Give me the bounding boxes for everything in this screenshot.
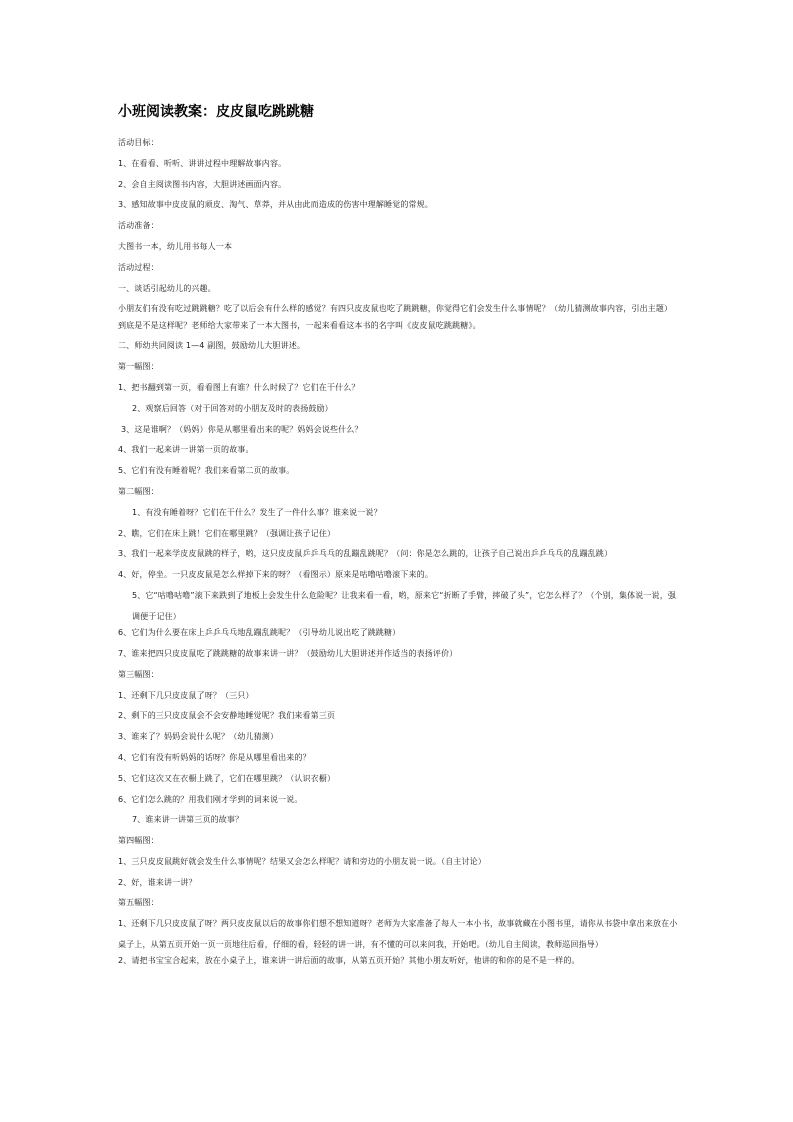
paragraph: 1、三只皮皮鼠跳好就会发生什么事情呢？结果又会怎么样呢？请和旁边的小朋友说一说。（自主讨论） [118,856,486,866]
paragraph: 5、它们有没有睡着呢？我们来看第二页的故事。 [118,466,295,476]
paragraph: 活动目标： [118,138,159,147]
paragraph: 5、它们这次又在衣橱上跳了，它们在哪里跳？（认识衣橱） [118,773,336,783]
paragraph: 4、好，停坐。一只皮皮鼠是怎么样掉下来的呀？（看图示）原来是咕噜咕噜滚下来的。 [118,570,433,580]
page-title: 小班阅读教案：皮皮鼠吃跳跳糖 [118,104,314,120]
paragraph: 第三幅图： [118,669,159,679]
paragraph: 3、我们一起来学皮皮鼠跳的样子，哟，这只皮皮鼠乒乒乓乓的乱蹦乱跳呢？（问：你是怎么跳的，让孩子自己说出乒乒乓乓的乱蹦乱跳） [118,549,613,559]
paragraph: 6、它们为什么要在床上乒乒乓乓地乱蹦乱跳呢？（引导幼儿说出吃了跳跳糖） [118,628,401,638]
paragraph: 1、还剩下几只皮皮鼠了呀？（三只） [118,690,254,700]
paragraph: 1、在看看、听听、讲讲过程中理解故事内容。 [118,158,287,168]
paragraph: 2、瞧，它们在床上跳！它们在哪里跳？（强调让孩子记住） [118,528,336,538]
paragraph: 2、会自主阅读图书内容，大胆讲述画面内容。 [118,179,287,189]
paragraph: 3、谁来了？妈妈会说什么呢？（幼儿猜测） [118,732,279,742]
paragraph: 1、还剩下几只皮皮鼠了呀？两只皮皮鼠以后的故事你们想不想知道呀？老师为大家准备了每人一本小书，故事就藏在小图书里，请你从书袋中拿出来放在小桌子上，从第五页开始一页一页地往后看，仔细的看，轻轻的讲一讲，有不懂的可以来问我，开始吧。（幼儿自主阅读，教师巡回指导） [118,919,678,950]
paragraph: 二、师幼共同阅读 1—4 副图，鼓励幼儿大胆讲述。 [118,341,306,351]
document-body [118,138,678,966]
paragraph: 2、好，谁来讲一讲？ [118,877,197,887]
paragraph: 4、它们有没有听妈妈的话呀？你是从哪里看出来的？ [118,752,311,762]
paragraph: 第二幅图： [118,487,159,497]
paragraph: 第五幅图： [118,898,159,908]
paragraph: 2、剩下的三只皮皮鼠会不会安静地睡觉呢？我们来看第三页 [118,711,336,721]
paragraph: 小朋友们有没有吃过跳跳糖？吃了以后会有什么样的感觉？有四只皮皮鼠也吃了跳跳糖，你觉得它们会发生什么事情呢？（幼儿猜测故事内容，引出主题） [118,304,673,314]
paragraph: 活动过程： [118,262,159,272]
document-page [118,102,678,977]
paragraph: 活动准备： [118,221,159,231]
paragraph: 4、我们一起来讲一讲第一页的故事。 [118,445,254,455]
paragraph: 1、把书翻到第一页，看看图上有谁？什么时候了？它们在干什么？ [118,383,360,393]
paragraph: 2、请把书宝宝合起来，放在小桌子上，谁来讲一讲后面的故事，从第五页开始？其他小朋友听好，他讲的和你的是不是一样的。 [118,956,580,966]
paragraph: 7、谁来讲一讲第三页的故事？ [132,815,244,825]
paragraph: 一、谈话引起幼儿的兴趣。 [118,283,216,293]
paragraph: 第一幅图： [118,362,159,372]
paragraph: 7、谁来把四只皮皮鼠吃了跳跳糖的故事来讲一讲？（鼓励幼儿大胆讲述并作适当的表扬评价） [118,648,458,658]
paragraph: 第四幅图： [118,836,159,846]
paragraph: 6、它们怎么跳的？用我们刚才学到的词来说一说。 [118,794,303,804]
paragraph: 3、感知故事中皮皮鼠的顽皮、淘气、草莽，并从由此而造成的伤害中理解睡觉的常规。 [118,200,433,210]
paragraph: 5、它“咕噜咕噜”滚下来跌到了地板上会发生什么危险呢？让我来看一看，哟，原来它“折断了手臂，摔破了头”，它怎么样了？（个别，集体说一说，强调便于记住） [132,591,677,621]
paragraph: 到底是不是这样呢？老师给大家带来了一本大图书，一起来看看这本书的名字叫《皮皮鼠吃跳跳糖》。 [118,320,481,330]
paragraph: 3、这是谁啊？（妈妈）你是从哪里看出来的呢？妈妈会说些什么？ [121,424,363,434]
paragraph: 大图书一本，幼儿用书每人一本 [118,241,233,251]
paragraph: 2、观察后回答（对于回答对的小朋友及时的表扬鼓励） [132,403,333,413]
paragraph: 1、有没有睡着呀？它们在干什么？发生了一件什么事？谁来说一说？ [132,507,382,517]
